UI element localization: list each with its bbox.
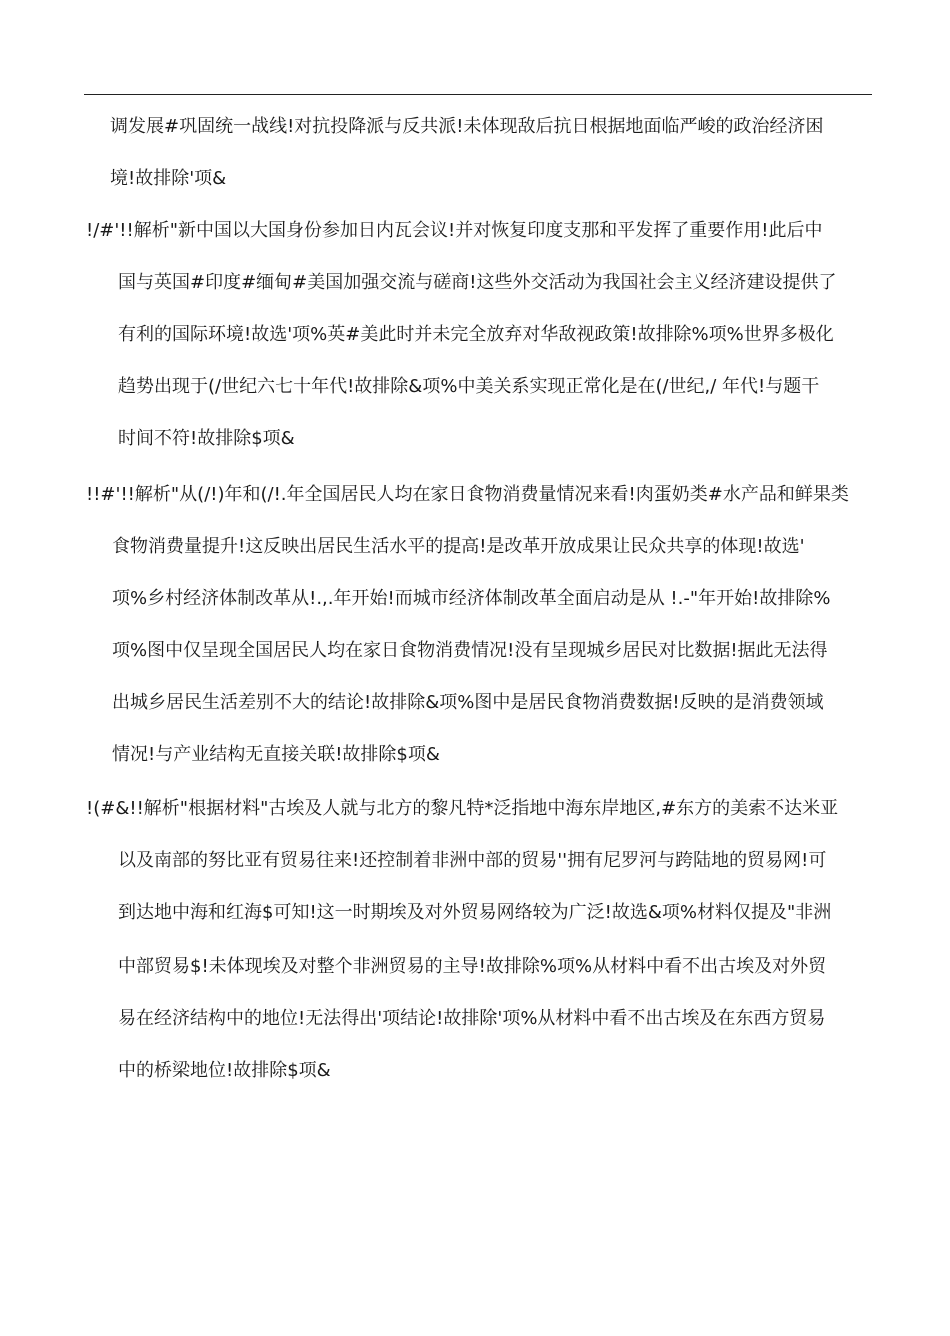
text-line-8: !!#'!!解析"从(/!)年和(/!.年全国居民人均在家日食物消费量情况来看!肉蛋奶类#水产品和鲜果类 bbox=[86, 484, 849, 505]
text-line-16: 到达地中海和红海$可知!这一时期埃及对外贸易网络较为广泛!故选&项%材料仅提及"非洲 bbox=[118, 902, 832, 923]
text-line-2: 境!故排除'项& bbox=[110, 168, 227, 189]
text-line-19: 中的桥梁地位!故排除$项& bbox=[118, 1060, 331, 1081]
text-line-13: 情况!与产业结构无直接关联!故排除$项& bbox=[112, 744, 440, 765]
text-line-11: 项%图中仅呈现全国居民人均在家日食物消费情况!没有呈现城乡居民对比数据!据此无法得 bbox=[112, 640, 828, 661]
text-line-7: 时间不符!故排除$项& bbox=[118, 428, 295, 449]
text-line-3: !/#'!!解析"新中国以大国身份参加日内瓦会议!并对恢复印度支那和平发挥了重要作用!此后中 bbox=[86, 220, 823, 241]
text-line-9: 食物消费量提升!这反映出居民生活水平的提高!是改革开放成果让民众共享的体现!故选' bbox=[112, 536, 805, 557]
text-line-14: !(#&!!解析"根据材料"古埃及人就与北方的黎凡特*泛指地中海东岸地区,#东方的美索不达米亚 bbox=[86, 798, 839, 819]
text-line-1: 调发展#巩固统一战线!对抗投降派与反共派!未体现敌后抗日根据地面临严峻的政治经济困 bbox=[110, 116, 824, 137]
text-line-15: 以及南部的努比亚有贸易往来!还控制着非洲中部的贸易''拥有尼罗河与跨陆地的贸易网!可 bbox=[118, 850, 827, 871]
header-rule bbox=[84, 94, 872, 95]
text-line-18: 易在经济结构中的地位!无法得出'项结论!故排除'项%从材料中看不出古埃及在东西方贸易 bbox=[118, 1008, 826, 1029]
text-line-4: 国与英国#印度#缅甸#美国加强交流与磋商!这些外交活动为我国社会主义经济建设提供了 bbox=[118, 272, 837, 293]
text-line-10: 项%乡村经济体制改革从!.,.年开始!而城市经济体制改革全面启动是从 !.-"年开始!故排除% bbox=[112, 588, 831, 609]
text-line-6: 趋势出现于(/世纪六七十年代!故排除&项%中美关系实现正常化是在(/世纪,/ 年代!与题干 bbox=[118, 376, 820, 397]
text-line-5: 有利的国际环境!故选'项%英#美此时并未完全放弃对华敌视政策!故排除%项%世界多极化 bbox=[118, 324, 834, 345]
text-line-17: 中部贸易$!未体现埃及对整个非洲贸易的主导!故排除%项%从材料中看不出古埃及对外贸 bbox=[118, 956, 827, 977]
text-line-12: 出城乡居民生活差别不大的结论!故排除&项%图中是居民食物消费数据!反映的是消费领域 bbox=[112, 692, 824, 713]
